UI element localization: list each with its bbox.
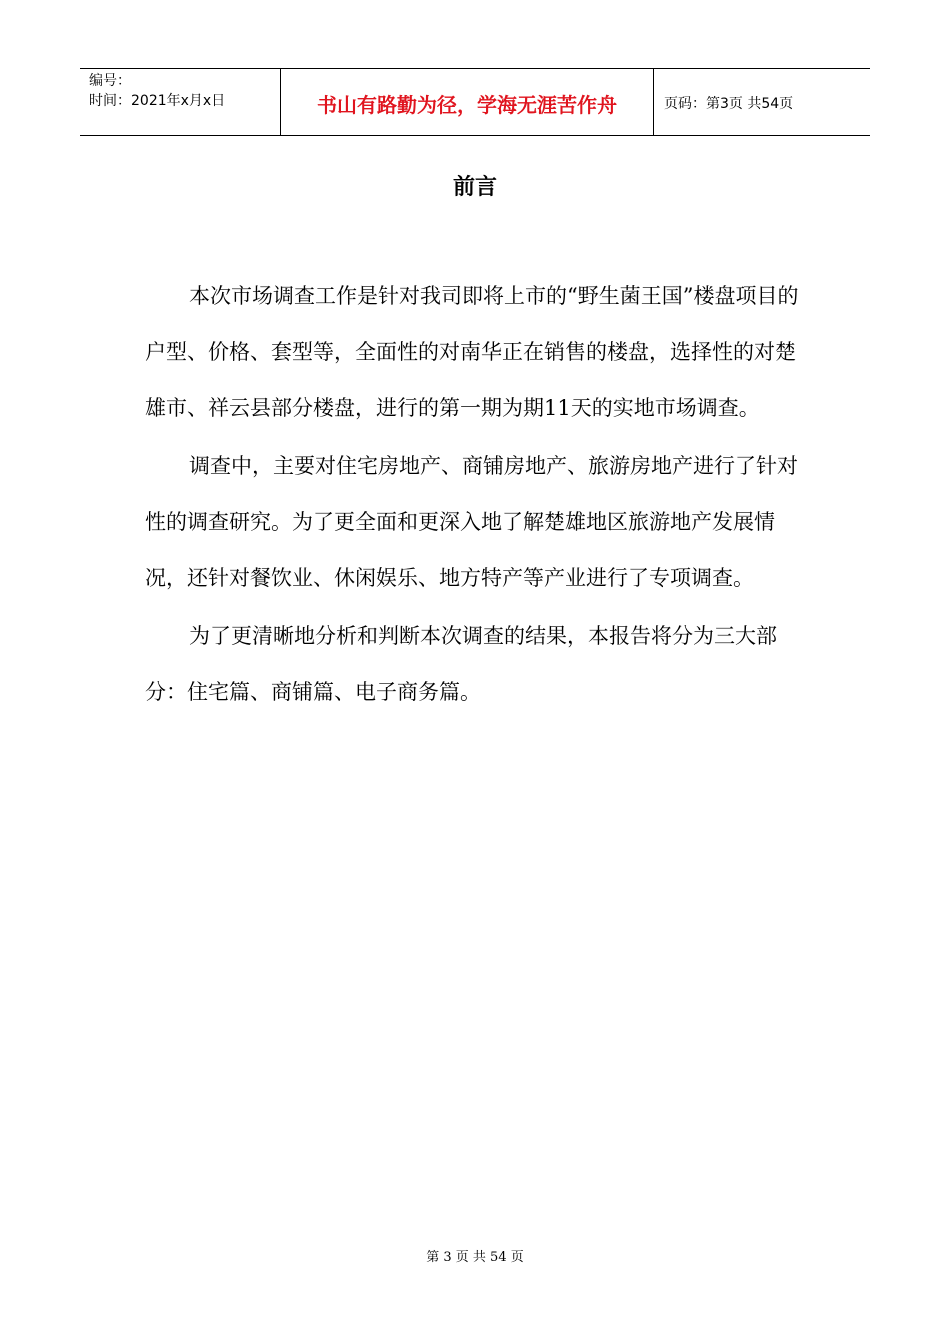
time-label: 时间：2021年x月x日: [89, 93, 226, 109]
document-title: 前言: [452, 175, 497, 200]
paragraph: 本次市场调查工作是针对我司即将上市的“野生菌王国”楼盘项目的户型、价格、套型等，全面性的对南华正在销售的楼盘，选择性的对楚雄市、祥云县部分楼盘，进行的第一期为期11天的实地市场调查。: [145, 284, 799, 420]
number-label: 编号：: [89, 73, 131, 89]
header-motto: 书山有路勤为径，学海无涯苦作舟: [281, 69, 654, 135]
paragraph: 为了更清晰地分析和判断本次调查的结果，本报告将分为三大部分：住宅篇、商铺篇、电子商务篇。: [145, 624, 777, 704]
page-header: [80, 68, 870, 136]
document-body: [145, 268, 810, 720]
header-page-label: 页码：第3页 共54页: [664, 96, 794, 112]
page-footer: 第 3 页 共 54 页: [426, 1250, 524, 1265]
paragraph: 调查中，主要对住宅房地产、商铺房地产、旅游房地产进行了针对性的调查研究。为了更全面和更深入地了解楚雄地区旅游地产发展情况，还针对餐饮业、休闲娱乐、地方特产等产业进行了专项调查。: [145, 454, 798, 590]
header-meta: [80, 69, 281, 135]
